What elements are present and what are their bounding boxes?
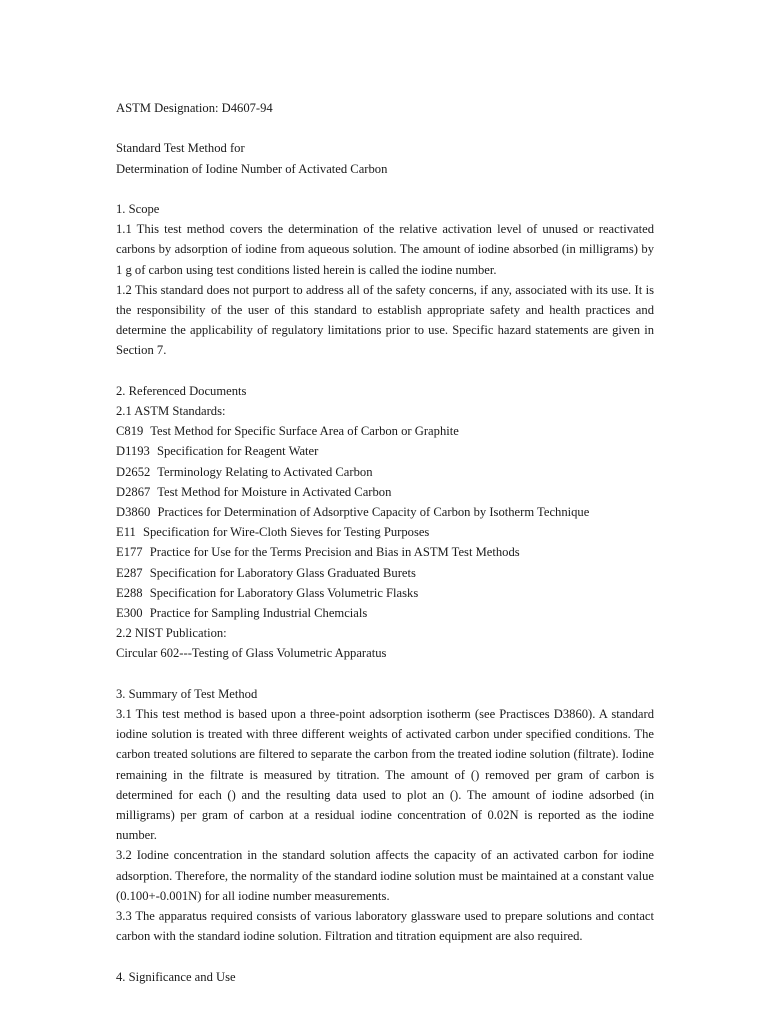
reference-title: Test Method for Specific Surface Area of Carbon or Graphite xyxy=(150,424,459,439)
reference-code: D1193 xyxy=(116,444,150,459)
reference-item xyxy=(116,482,654,502)
reference-title: Specification for Laboratory Glass Volumetric Flasks xyxy=(149,585,419,600)
reference-title: Practice for Use for the Terms Precision and Bias in ASTM Test Methods xyxy=(149,545,520,560)
reference-item xyxy=(116,441,654,461)
designation: ASTM Designation: D4607-94 xyxy=(116,101,273,115)
section-2-heading: 2. Referenced Documents xyxy=(116,383,247,398)
reference-item xyxy=(116,421,654,441)
title-line-1: Standard Test Method for xyxy=(116,141,245,156)
reference-list xyxy=(116,421,654,623)
title-line-2: Determination of Iodine Number of Activated Carbon xyxy=(116,161,388,176)
reference-item xyxy=(116,583,654,603)
paragraph-3-2: 3.2 Iodine concentration in the standard solution affects the capacity of an activated carbon for iodine adsorption. Therefore, the normality of the standard iodine solution must be maintained at a constant value (0.100+-0.001N) for all iodine number measurements. xyxy=(116,848,654,903)
subsection-2-1: 2.1 ASTM Standards: xyxy=(116,404,226,418)
reference-item xyxy=(116,502,654,522)
reference-code: E288 xyxy=(116,585,143,600)
reference-code: D3860 xyxy=(116,505,151,520)
reference-code: D2867 xyxy=(116,484,151,499)
reference-code: E11 xyxy=(116,525,136,540)
spacer xyxy=(116,179,654,199)
reference-title: Test Method for Moisture in Activated Carbon xyxy=(157,484,392,499)
subsection-2-2: 2.2 NIST Publication: xyxy=(116,626,227,641)
reference-item xyxy=(116,522,654,542)
section-1-heading: 1. Scope xyxy=(116,201,160,216)
spacer xyxy=(116,361,654,381)
reference-item xyxy=(116,603,654,623)
paragraph-3-3: 3.3 The apparatus required consists of various laboratory glassware used to prepare solutions and contact carbon with the standard iodine solution. Filtration and titration equipment are also required. xyxy=(116,909,654,944)
reference-title: Specification for Reagent Water xyxy=(156,444,319,459)
reference-item xyxy=(116,542,654,562)
reference-item xyxy=(116,563,654,583)
reference-code: C819 xyxy=(116,424,144,439)
spacer xyxy=(116,118,654,138)
reference-title: Practices for Determination of Adsorptive Capacity of Carbon by Isotherm Technique xyxy=(157,505,590,520)
paragraph-3-1: 3.1 This test method is based upon a three-point adsorption isotherm (see Practisces D3860). A standard iodine solution is treated with three different weights of activated carbon under specified conditions. The carbon treated solutions are filtered to separate the carbon from the treated iodine solution (filtrate). Iodine remaining in the filtrate is measured by titration. The amount of () removed per gram of carbon is determined for each () and the resulting data used to plot an (). The amount of iodine adsorbed (in milligrams) per gram of carbon at a residual iodine concentration of 0.02N is reported as the iodine number. xyxy=(116,707,654,843)
section-4-heading: 4. Significance and Use xyxy=(116,969,236,984)
reference-title: Practice for Sampling Industrial Chemcials xyxy=(149,606,368,621)
reference-code: D2652 xyxy=(116,464,151,479)
paragraph-1-2: 1.2 This standard does not purport to address all of the safety concerns, if any, associated with its use. It is the responsibility of the user of this standard to establish appropriate safety and health practices and determine the applicability of regulatory limitations prior to use. Specific hazard statements are given in Section 7. xyxy=(116,282,654,358)
reference-item xyxy=(116,462,654,482)
paragraph-1-1: 1.1 This test method covers the determination of the relative activation level of unused or reactivated carbons by adsorption of iodine from aqueous solution. The amount of iodine absorbed (in milligrams) by 1 g of carbon using test conditions listed herein is called the iodine number. xyxy=(116,222,654,277)
reference-code: E287 xyxy=(116,565,143,580)
section-3-heading: 3. Summary of Test Method xyxy=(116,686,258,701)
reference-title: Terminology Relating to Activated Carbon xyxy=(157,464,373,479)
spacer xyxy=(116,946,654,966)
reference-code: E177 xyxy=(116,545,143,560)
reference-code: E300 xyxy=(116,606,143,621)
document-page xyxy=(116,98,654,987)
reference-title: Specification for Wire-Cloth Sieves for Testing Purposes xyxy=(142,525,430,540)
spacer xyxy=(116,664,654,684)
nist-publication: Circular 602---Testing of Glass Volumetric Apparatus xyxy=(116,646,387,661)
reference-title: Specification for Laboratory Glass Graduated Burets xyxy=(149,565,416,580)
